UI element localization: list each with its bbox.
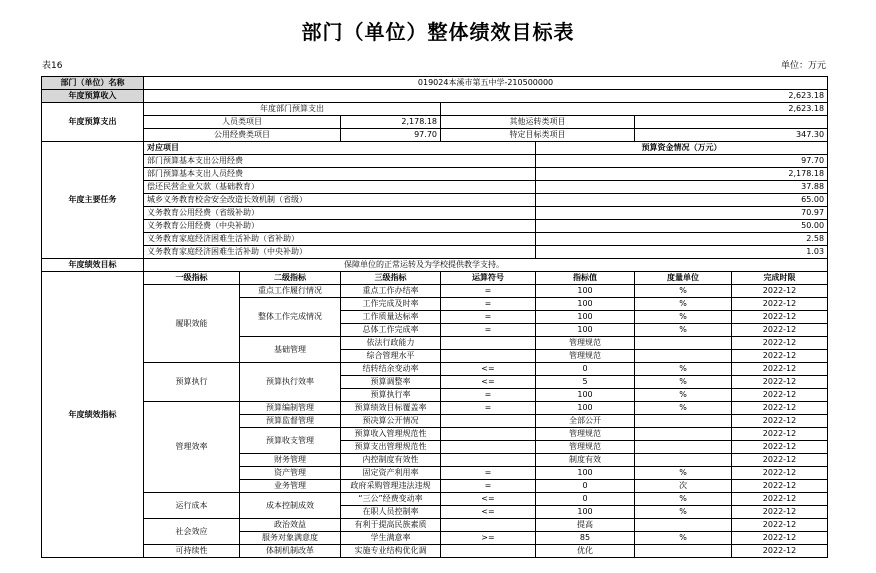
- level3-indicator: 在职人员控制率: [341, 506, 441, 519]
- indicator-row: [42, 545, 828, 558]
- target-value: 100: [536, 298, 635, 311]
- level3-indicator: 重点工作办结率: [341, 285, 441, 298]
- level3-indicator: 预算绩效目标覆盖率: [341, 402, 441, 415]
- measure-unit: [635, 415, 732, 428]
- deadline: 2022-12: [732, 402, 828, 415]
- level2-indicator: 预算收支管理: [240, 428, 341, 454]
- target-value: 0: [536, 480, 635, 493]
- level2-indicator: 预算执行效率: [240, 363, 341, 402]
- operator: [441, 337, 536, 350]
- level3-indicator: “三公”经费变动率: [341, 493, 441, 506]
- task-row: [42, 181, 828, 194]
- col-target: 指标值: [536, 272, 635, 285]
- expense-row-personnel: [42, 116, 828, 129]
- target-value: 100: [536, 285, 635, 298]
- operator: >=: [441, 532, 536, 545]
- operator: =: [441, 285, 536, 298]
- col-level1: 一级指标: [144, 272, 240, 285]
- other-label: 其他运转类项目: [441, 116, 635, 129]
- personnel-value: 2,178.18: [341, 116, 441, 129]
- dept-label: 部门（单位）名称: [42, 77, 144, 90]
- target-value: 100: [536, 467, 635, 480]
- operator: [441, 441, 536, 454]
- expense-label: 年度预算支出: [42, 103, 144, 142]
- target-value: 100: [536, 506, 635, 519]
- level3-indicator: 学生满意率: [341, 532, 441, 545]
- level2-indicator: 整体工作完成情况: [240, 298, 341, 337]
- level2-indicator: 业务管理: [240, 480, 341, 493]
- level3-indicator: 固定资产利用率: [341, 467, 441, 480]
- deadline: 2022-12: [732, 415, 828, 428]
- level3-indicator: 预决算公开情况: [341, 415, 441, 428]
- level1-indicator: 可持续性: [144, 545, 240, 558]
- level2-indicator: 基础管理: [240, 337, 341, 363]
- deadline: 2022-12: [732, 545, 828, 558]
- task-name: 部门预算基本支出人员经费: [144, 168, 536, 181]
- level2-indicator: 财务管理: [240, 454, 341, 467]
- target-value: 100: [536, 311, 635, 324]
- operator: [441, 519, 536, 532]
- expense-total-label: 年度部门预算支出: [144, 103, 441, 116]
- level2-indicator: 体制机制改革: [240, 545, 341, 558]
- level2-indicator: 重点工作履行情况: [240, 285, 341, 298]
- level2-indicator: 预算监督管理: [240, 415, 341, 428]
- task-amount: 2,178.18: [536, 168, 828, 181]
- level3-indicator: 工作质量达标率: [341, 311, 441, 324]
- target-value: 管理规范: [536, 350, 635, 363]
- operator: =: [441, 298, 536, 311]
- income-row: [42, 90, 828, 103]
- deadline: 2022-12: [732, 493, 828, 506]
- level3-indicator: 预算执行率: [341, 389, 441, 402]
- indicator-row: [42, 285, 828, 298]
- target-value: 制度有效: [536, 454, 635, 467]
- deadline: 2022-12: [732, 441, 828, 454]
- target-value: 管理规范: [536, 337, 635, 350]
- level1-indicator: 管理效率: [144, 402, 240, 493]
- task-row: [42, 233, 828, 246]
- task-row: [42, 220, 828, 233]
- target-value: 管理规范: [536, 428, 635, 441]
- measure-unit: %: [635, 311, 732, 324]
- deadline: 2022-12: [732, 363, 828, 376]
- operator: <=: [441, 506, 536, 519]
- measure-unit: [635, 454, 732, 467]
- operator: =: [441, 480, 536, 493]
- task-amount: 97.70: [536, 155, 828, 168]
- tasks-col-amount: 预算资金情况（万元）: [536, 142, 828, 155]
- deadline: 2022-12: [732, 337, 828, 350]
- income-label: 年度预算收入: [42, 90, 144, 103]
- task-name: 义务教育公用经费（省级补助）: [144, 207, 536, 220]
- goal-row: [42, 259, 828, 272]
- operator: [441, 428, 536, 441]
- measure-unit: %: [635, 467, 732, 480]
- measure-unit: %: [635, 532, 732, 545]
- level3-indicator: 依法行政能力: [341, 337, 441, 350]
- task-amount: 2.58: [536, 233, 828, 246]
- task-name: 义务教育公用经费（中央补助）: [144, 220, 536, 233]
- performance-table: [41, 76, 828, 558]
- tasks-label: 年度主要任务: [42, 142, 144, 259]
- target-value: 提高: [536, 519, 635, 532]
- task-row: [42, 207, 828, 220]
- measure-unit: %: [635, 389, 732, 402]
- operator: =: [441, 311, 536, 324]
- level1-indicator: 履职效能: [144, 285, 240, 363]
- deadline: 2022-12: [732, 480, 828, 493]
- measure-unit: %: [635, 363, 732, 376]
- operator: <=: [441, 493, 536, 506]
- level3-indicator: 工作完成及时率: [341, 298, 441, 311]
- operator: <=: [441, 363, 536, 376]
- deadline: 2022-12: [732, 311, 828, 324]
- other-value: [635, 116, 828, 129]
- task-row: [42, 246, 828, 259]
- task-amount: 50.00: [536, 220, 828, 233]
- task-name: 偿还民营企业欠款（基础教育）: [144, 181, 536, 194]
- col-level3: 三级指标: [341, 272, 441, 285]
- measure-unit: [635, 337, 732, 350]
- target-value: 5: [536, 376, 635, 389]
- target-value: 0: [536, 363, 635, 376]
- task-name: 城乡义务教育校舍安全改造长效机制（省级）: [144, 194, 536, 207]
- task-name: 义务教育家庭经济困难生活补助（中央补助）: [144, 246, 536, 259]
- target-value: 管理规范: [536, 441, 635, 454]
- expense-total-value: 2,623.18: [441, 103, 828, 116]
- table-number: 表16: [42, 61, 63, 71]
- deadline: 2022-12: [732, 428, 828, 441]
- operator: [441, 350, 536, 363]
- page-title: 部门（单位）整体绩效目标表: [301, 20, 575, 44]
- deadline: 2022-12: [732, 298, 828, 311]
- measure-unit: %: [635, 376, 732, 389]
- personnel-label: 人员类项目: [144, 116, 341, 129]
- measure-unit: [635, 428, 732, 441]
- indicator-row: [42, 493, 828, 506]
- measure-unit: [635, 441, 732, 454]
- target-value: 0: [536, 493, 635, 506]
- indicator-row: [42, 519, 828, 532]
- level3-indicator: 预算调整率: [341, 376, 441, 389]
- deadline: 2022-12: [732, 454, 828, 467]
- level2-indicator: 资产管理: [240, 467, 341, 480]
- public-label: 公用经费类项目: [144, 129, 341, 142]
- goal-label: 年度绩效目标: [42, 259, 144, 272]
- measure-unit: [635, 519, 732, 532]
- income-value: 2,623.18: [144, 90, 828, 103]
- expense-row-total: [42, 103, 828, 116]
- level3-indicator: 预算支出管理规范性: [341, 441, 441, 454]
- measure-unit: %: [635, 324, 732, 337]
- level1-indicator: 运行成本: [144, 493, 240, 519]
- col-deadline: 完成时限: [732, 272, 828, 285]
- level3-indicator: 实施专业结构优化调: [341, 545, 441, 558]
- task-amount: 37.88: [536, 181, 828, 194]
- indicators-label: 年度绩效指标: [42, 272, 144, 558]
- deadline: 2022-12: [732, 389, 828, 402]
- level2-indicator: 政治效益: [240, 519, 341, 532]
- task-name: 义务教育家庭经济困难生活补助（省补助）: [144, 233, 536, 246]
- tasks-header-row: [42, 142, 828, 155]
- deadline: 2022-12: [732, 324, 828, 337]
- measure-unit: %: [635, 298, 732, 311]
- operator: [441, 545, 536, 558]
- special-label: 特定目标类项目: [441, 129, 635, 142]
- deadline: 2022-12: [732, 285, 828, 298]
- level2-indicator: 服务对象满意度: [240, 532, 341, 545]
- deadline: 2022-12: [732, 350, 828, 363]
- task-amount: 65.00: [536, 194, 828, 207]
- operator: [441, 454, 536, 467]
- level3-indicator: 综合管理水平: [341, 350, 441, 363]
- level3-indicator: 结转结余变动率: [341, 363, 441, 376]
- task-name: 部门预算基本支出公用经费: [144, 155, 536, 168]
- measure-unit: [635, 350, 732, 363]
- indicator-row: [42, 402, 828, 415]
- col-unit: 度量单位: [635, 272, 732, 285]
- operator: =: [441, 402, 536, 415]
- level3-indicator: 内控制度有效性: [341, 454, 441, 467]
- task-row: [42, 168, 828, 181]
- expense-row-public: [42, 129, 828, 142]
- operator: =: [441, 467, 536, 480]
- indicator-header-row: [42, 272, 828, 285]
- deadline: 2022-12: [732, 519, 828, 532]
- special-value: 347.30: [635, 129, 828, 142]
- measure-unit: %: [635, 506, 732, 519]
- col-level2: 二级指标: [240, 272, 341, 285]
- operator: =: [441, 324, 536, 337]
- tasks-col-item: 对应项目: [144, 142, 536, 155]
- dept-row: [42, 77, 828, 90]
- level3-indicator: 政府采购管理违法违规: [341, 480, 441, 493]
- target-value: 100: [536, 389, 635, 402]
- operator: <=: [441, 376, 536, 389]
- level3-indicator: 有利于提高民族素质: [341, 519, 441, 532]
- measure-unit: %: [635, 285, 732, 298]
- measure-unit: [635, 545, 732, 558]
- task-amount: 70.97: [536, 207, 828, 220]
- task-row: [42, 155, 828, 168]
- task-amount: 1.03: [536, 246, 828, 259]
- level2-indicator: 成本控制成效: [240, 493, 341, 519]
- target-value: 100: [536, 324, 635, 337]
- indicator-row: [42, 363, 828, 376]
- task-row: [42, 194, 828, 207]
- deadline: 2022-12: [732, 376, 828, 389]
- col-operator: 运算符号: [441, 272, 536, 285]
- level2-indicator: 预算编制管理: [240, 402, 341, 415]
- target-value: 全部公开: [536, 415, 635, 428]
- target-value: 100: [536, 402, 635, 415]
- level1-indicator: 预算执行: [144, 363, 240, 402]
- measure-unit: %: [635, 402, 732, 415]
- measure-unit: 次: [635, 480, 732, 493]
- level3-indicator: 预算收入管理规范性: [341, 428, 441, 441]
- public-value: 97.70: [341, 129, 441, 142]
- level3-indicator: 总体工作完成率: [341, 324, 441, 337]
- deadline: 2022-12: [732, 532, 828, 545]
- goal-text: 保障单位的正常运转及为学校提供教学支持。: [144, 259, 828, 272]
- target-value: 优化: [536, 545, 635, 558]
- target-value: 85: [536, 532, 635, 545]
- unit-label: 单位：万元: [780, 61, 826, 71]
- deadline: 2022-12: [732, 506, 828, 519]
- level1-indicator: 社会效应: [144, 519, 240, 545]
- measure-unit: %: [635, 493, 732, 506]
- dept-name: 019024本溪市第五中学-210500000: [144, 77, 828, 90]
- deadline: 2022-12: [732, 467, 828, 480]
- operator: [441, 415, 536, 428]
- operator: =: [441, 389, 536, 402]
